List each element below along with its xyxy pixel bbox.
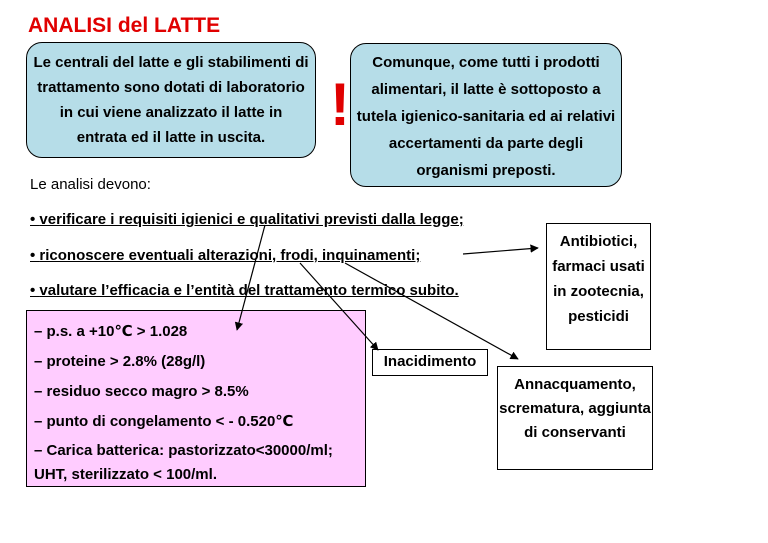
arrow-alterations-to-antibiotics	[463, 248, 538, 254]
arrow-alterations-to-watering	[345, 263, 518, 359]
exclamation-icon: !	[330, 71, 350, 138]
parameter-item: – punto di congelamento < - 0.520℃	[34, 413, 294, 430]
parameter-item: – residuo secco magro > 8.5%	[34, 383, 249, 400]
parameter-item: – proteine > 2.8% (28g/l)	[34, 353, 206, 370]
laboratory-callout-text: Le centrali del latte e gli stabilimenti di trattamento sono dotati di laboratorio in cui viene analizzato il latte in entrata ed il latte in uscita.	[33, 54, 309, 146]
bullet-alterations-text: riconoscere eventuali alterazioni, frodi, inquinamenti;	[39, 247, 421, 264]
intro-text: Le analisi devono:	[30, 176, 151, 193]
page-title: ANALISI del LATTE	[28, 14, 221, 37]
bullet-treatment: • valutare l’efficacia e l’entità del trattamento termico subito.	[30, 282, 459, 299]
bullet-alterations: • riconoscere eventuali alterazioni, frodi, inquinamenti;	[30, 247, 421, 264]
acidification-box-text: Inacidimento	[383, 353, 477, 370]
arrow-requirements-to-parameters	[237, 225, 265, 330]
watering-box-text: Annacquamento, scrematura, aggiunta di conservanti	[499, 376, 651, 441]
bullet-treatment-text: valutare l’efficacia e l’entità del trattamento termico subito.	[39, 282, 459, 299]
sanitary-callout-text: Comunque, come tutti i prodotti alimentari, il latte è sottoposto a tutela igienico-sanitaria ed ai relativi accertamenti da parte degli organismi preposti.	[356, 54, 616, 179]
bullet-requirements: • verificare i requisiti igienici e qualitativi previsti dalla legge;	[30, 211, 464, 228]
arrow-alterations-to-acidification	[300, 263, 378, 350]
parameter-item: – Carica batterica: pastorizzato<30000/ml; UHT, sterilizzato < 100/ml.	[34, 442, 333, 483]
antibiotics-box-text: Antibiotici, farmaci usati in zootecnia, pesticidi	[552, 233, 645, 325]
parameter-item: – p.s. a +10℃ > 1.028	[34, 323, 188, 340]
bullet-requirements-text: verificare i requisiti igienici e qualitativi previsti dalla legge;	[39, 211, 464, 228]
